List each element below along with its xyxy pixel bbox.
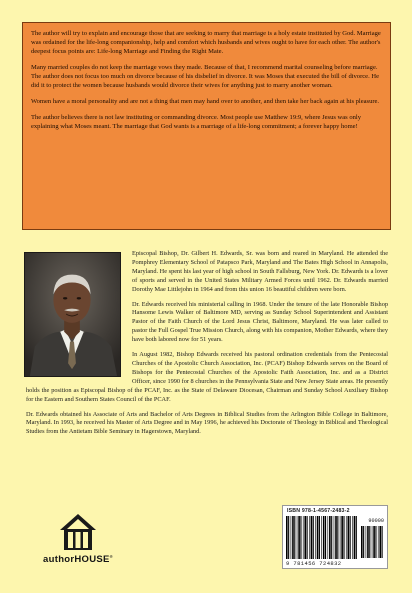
blurb-paragraph-4: The author believes there is not law instituting or commanding divorce. Most people use Matthew 19:9, where Jesus was only explaining what Moses meant. The marriage that God wants is a marriage of a life-long commitment; a forever happy home!: [31, 114, 362, 130]
bio-paragraph-4: Dr. Edwards obtained his Associate of Arts and Bachelor of Arts Degrees in Biblical Studies from the Arlington Bible College in Baltimore, Maryland. In 1993, he received his Master of Arts Degree and in May 1996, he achieved his Doctorate of Theology in Biblical and Theological Studies from the Antietam Bible Seminary in Hagerstown, Maryland.: [26, 410, 388, 436]
photo-space: [26, 250, 126, 377]
blurb-paragraph-2: Many married couples do not keep the marriage vows they made. Because of that, I recommend marital counseling before marriage. The author does not focus too much on divorce because of his disbelief in divorce. It was Moses that executed the bill of divorce. He did it to protect the women because husbands would divorce their wives for anything just to marry another woman.: [31, 64, 379, 89]
bio-paragraph-1: Episcopal Bishop, Dr. Gilbert H. Edwards, Sr. was born and reared in Maryland. He attended the Pomphrey Elementary School of Patapsco Park, Maryland and The Bates High School in Annapolis, Maryland. He spent his last year of high school in South Fallsburg, New York. Dr. Edwards is a lover of sports and served in the United States Military Armed Forces until 1962. Dr. Edwards married Dorothy Mae Littlejohn in 1964 and from this union 16 beautiful children were born.: [132, 250, 388, 293]
house-logo-icon: [58, 512, 98, 552]
publisher-name: authorHOUSE®: [43, 554, 113, 566]
ean-number: 9 781456 724832: [286, 560, 342, 567]
price-code: 90000: [368, 518, 384, 524]
blurb-box: [22, 22, 391, 230]
blurb-paragraph-3: Women have a moral personality and are not a thing that men may hand over to another, and then take her back again at his pleasure.: [31, 98, 380, 105]
addon-barcode-icon: [361, 526, 385, 558]
bio-paragraph-3: In August 1982, Bishop Edwards received his pastoral ordination credentials from the Pentecostal Churches of the Apostolic Church Association, Inc. (PCAF) Bishop Edwards serves on the Board of Bishops for the Pentecostal Churches of the Apostolic Faith Association, Inc. and as a District Officer, since 1990 for 8 churches in the Pennsylvania State and New Jersey State areas. He presently holds the position as Episcopal Bishop of the PCAF, Inc. as the State of Delaware Diocesan, Chairman and Sunday School Auxiliary Bishop for the Eastern and Southern States Council of the PCAF.: [26, 351, 388, 403]
isbn-barcode: [282, 505, 388, 569]
blurb-paragraph-1: The author will try to explain and encourage those that are seeking to marry that marriage is a holy estate instituted by God. Marriage was ordained for the life-long companionship, help and comfort which husbands and wives ought to have for each other. The author's deepest focus points are: Life-long Marriage and Finding the Right Mate.: [31, 30, 381, 55]
publisher-logo: [34, 512, 122, 570]
bio-paragraph-2: Dr. Edwards received his ministerial calling in 1968. Under the tenure of the late Honorable Bishop Hansome Lewis Walker of Baltimore MD, serving as Sunday School Superintendent and Assistant Pastor of the Faith Church of the Lord Jesus Christ, Baltimore, Maryland. He was later called to pastor the Full Gospel True Mission Church, along with his companion, Mother Edwards, where they have both labored now for 51 years.: [132, 300, 388, 344]
barcode-bars-icon: [286, 516, 358, 559]
author-bio: [26, 250, 388, 443]
isbn-text: ISBN 978-1-4567-2483-2: [287, 508, 350, 514]
